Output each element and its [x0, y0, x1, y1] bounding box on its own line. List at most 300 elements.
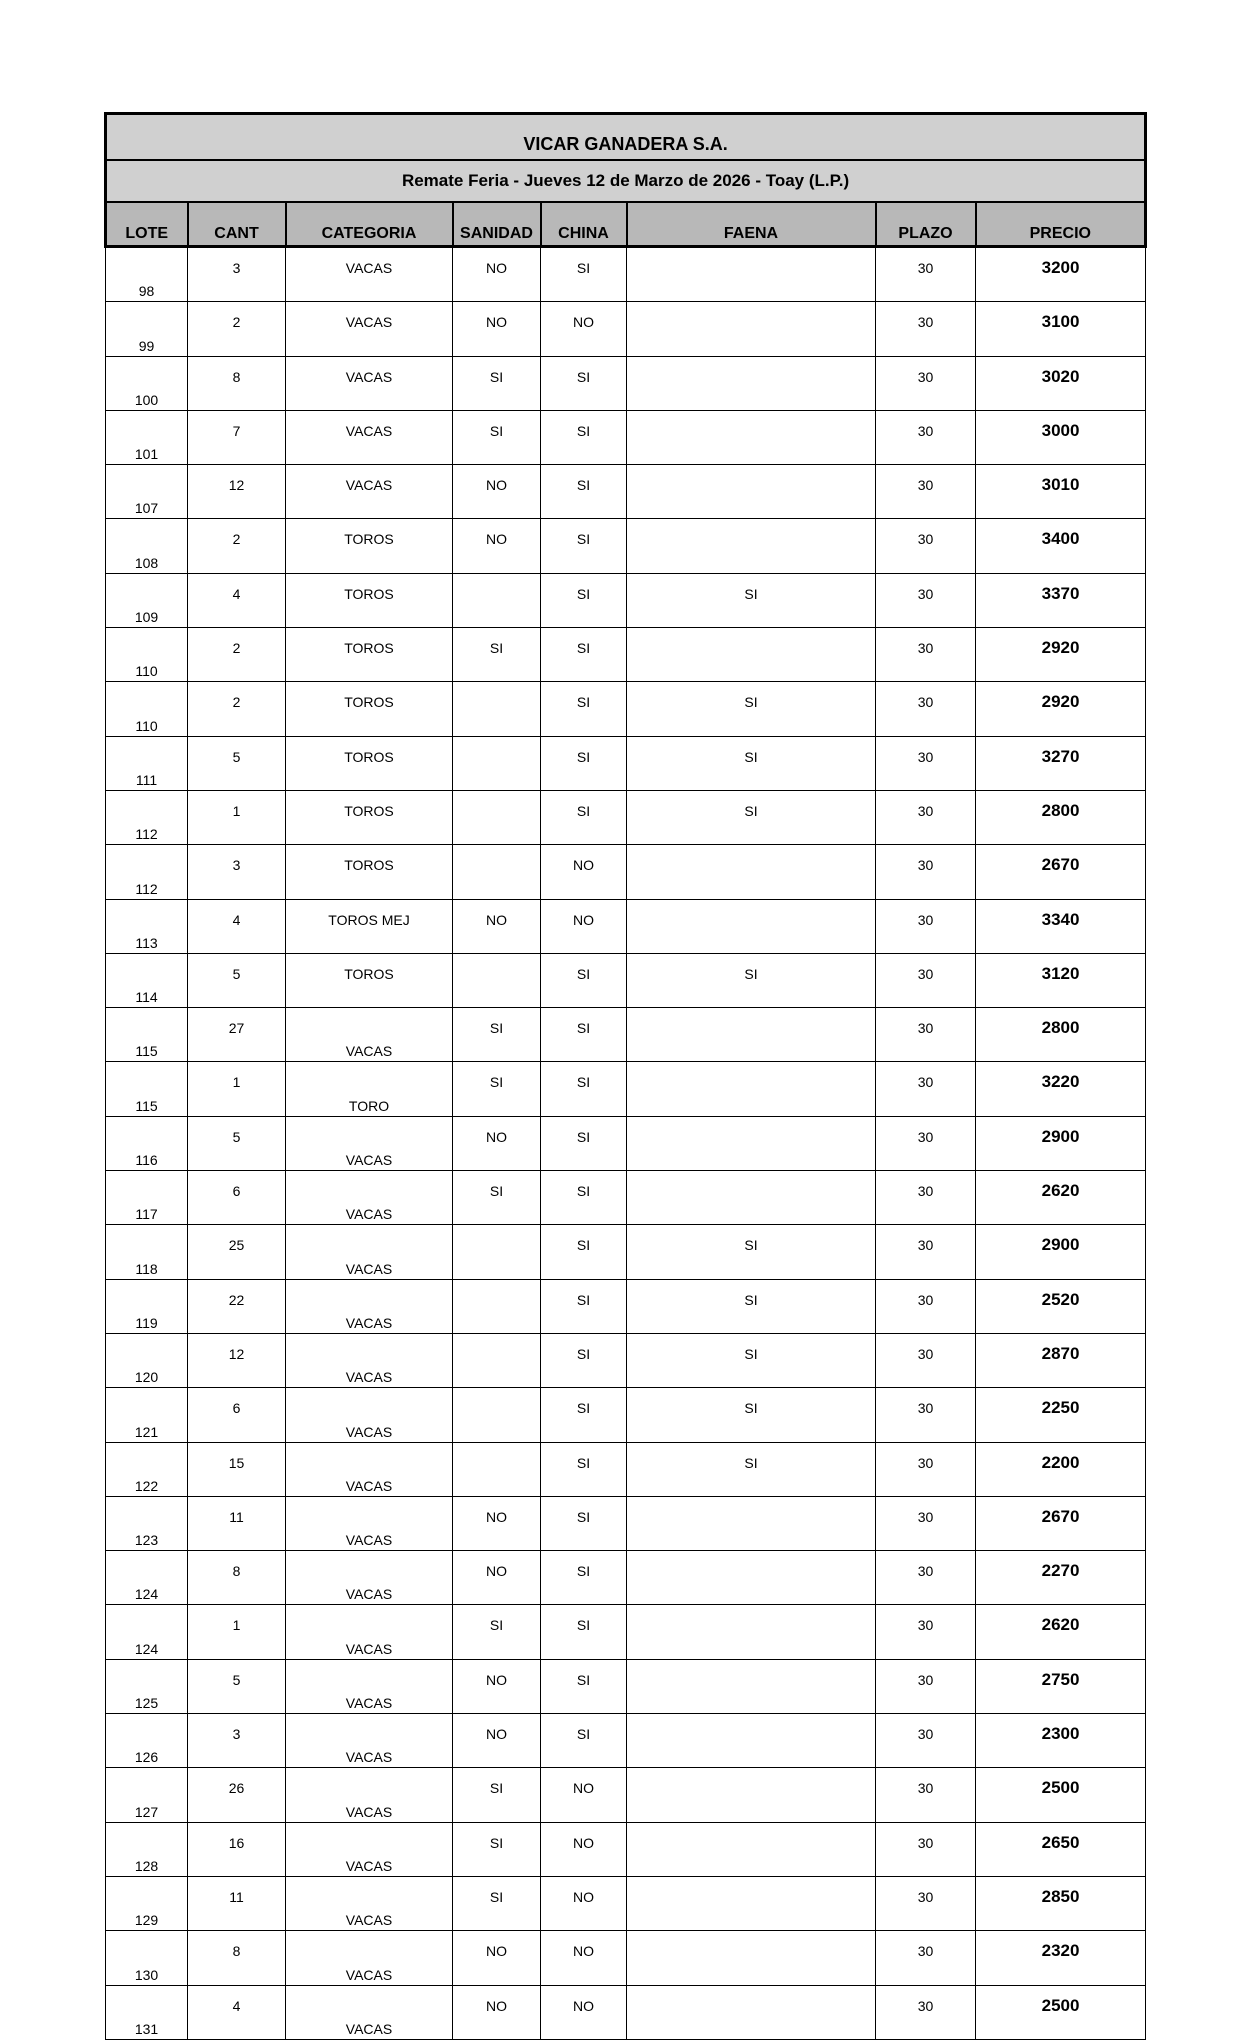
table-row	[106, 953, 1146, 1007]
cell-precio: 3220	[976, 1062, 1146, 1116]
cell-faena	[627, 1008, 876, 1062]
cell-sanidad: NO	[453, 1116, 541, 1170]
cell-sanidad: SI	[453, 356, 541, 410]
cell-faena: SI	[627, 1279, 876, 1333]
cell-precio: 3400	[976, 519, 1146, 573]
cell-precio: 2900	[976, 1225, 1146, 1279]
cell-faena: SI	[627, 682, 876, 736]
cell-plazo: 30	[876, 1551, 976, 1605]
cell-china: SI	[541, 790, 627, 844]
cell-faena	[627, 1116, 876, 1170]
table-row	[106, 1659, 1146, 1713]
cell-cant: 22	[188, 1279, 286, 1333]
cell-categoria: TORO	[286, 1062, 453, 1116]
cell-faena	[627, 1768, 876, 1822]
cell-cant: 7	[188, 410, 286, 464]
cell-faena: SI	[627, 1442, 876, 1496]
column-header-precio: PRECIO	[976, 202, 1146, 247]
cell-cant: 11	[188, 1496, 286, 1550]
cell-cant: 1	[188, 1062, 286, 1116]
table-row	[106, 465, 1146, 519]
cell-sanidad: SI	[453, 410, 541, 464]
cell-cant: 25	[188, 1225, 286, 1279]
cell-lote: 115	[106, 1062, 188, 1116]
cell-plazo: 30	[876, 1116, 976, 1170]
table-row	[106, 247, 1146, 302]
cell-lote: 128	[106, 1822, 188, 1876]
cell-precio: 2800	[976, 790, 1146, 844]
cell-china: SI	[541, 1442, 627, 1496]
cell-precio: 2900	[976, 1116, 1146, 1170]
table-row	[106, 899, 1146, 953]
table-row	[106, 628, 1146, 682]
cell-precio: 2250	[976, 1388, 1146, 1442]
cell-lote: 114	[106, 953, 188, 1007]
cell-plazo: 30	[876, 247, 976, 302]
table-row	[106, 1605, 1146, 1659]
cell-sanidad: SI	[453, 1008, 541, 1062]
cell-china: SI	[541, 1388, 627, 1442]
cell-sanidad	[453, 845, 541, 899]
cell-sanidad: SI	[453, 1062, 541, 1116]
table-row	[106, 1985, 1146, 2039]
cell-cant: 1	[188, 790, 286, 844]
cell-faena	[627, 356, 876, 410]
cell-sanidad	[453, 1333, 541, 1387]
cell-cant: 5	[188, 736, 286, 790]
cell-plazo: 30	[876, 519, 976, 573]
cell-categoria: TOROS	[286, 953, 453, 1007]
cell-faena	[627, 1876, 876, 1930]
cell-sanidad	[453, 682, 541, 736]
cell-faena	[627, 1985, 876, 2039]
cell-cant: 6	[188, 1388, 286, 1442]
cell-faena	[627, 465, 876, 519]
cell-plazo: 30	[876, 356, 976, 410]
cell-faena	[627, 302, 876, 356]
cell-plazo: 30	[876, 1062, 976, 1116]
cell-sanidad: SI	[453, 1768, 541, 1822]
cell-china: SI	[541, 736, 627, 790]
cell-faena	[627, 899, 876, 953]
cell-sanidad: NO	[453, 1496, 541, 1550]
cell-sanidad	[453, 1225, 541, 1279]
table-row	[106, 1116, 1146, 1170]
cell-plazo: 30	[876, 1605, 976, 1659]
cell-plazo: 30	[876, 1008, 976, 1062]
cell-cant: 2	[188, 519, 286, 573]
cell-china: SI	[541, 953, 627, 1007]
cell-categoria: VACAS	[286, 1442, 453, 1496]
cell-precio: 3000	[976, 410, 1146, 464]
cell-plazo: 30	[876, 1442, 976, 1496]
cell-china: SI	[541, 628, 627, 682]
cell-lote: 125	[106, 1659, 188, 1713]
cell-faena: SI	[627, 736, 876, 790]
cell-precio: 2500	[976, 1985, 1146, 2039]
cell-china: SI	[541, 1496, 627, 1550]
cell-china: SI	[541, 573, 627, 627]
cell-precio: 2270	[976, 1551, 1146, 1605]
cell-lote: 108	[106, 519, 188, 573]
lots-body	[106, 247, 1146, 2040]
cell-china: SI	[541, 1605, 627, 1659]
cell-sanidad: SI	[453, 1876, 541, 1930]
cell-china: SI	[541, 1551, 627, 1605]
cell-china: SI	[541, 410, 627, 464]
cell-categoria: TOROS	[286, 790, 453, 844]
cell-sanidad	[453, 1279, 541, 1333]
cell-precio: 3100	[976, 302, 1146, 356]
cell-cant: 6	[188, 1171, 286, 1225]
lots-table	[104, 112, 1147, 2040]
cell-categoria: VACAS	[286, 1171, 453, 1225]
auction-sheet	[104, 112, 1144, 2040]
table-row	[106, 1279, 1146, 1333]
cell-lote: 126	[106, 1714, 188, 1768]
cell-precio: 2670	[976, 845, 1146, 899]
cell-lote: 122	[106, 1442, 188, 1496]
cell-categoria: VACAS	[286, 1008, 453, 1062]
table-row	[106, 1388, 1146, 1442]
cell-categoria: VACAS	[286, 1388, 453, 1442]
cell-cant: 11	[188, 1876, 286, 1930]
cell-china: SI	[541, 247, 627, 302]
cell-lote: 124	[106, 1551, 188, 1605]
cell-faena	[627, 1496, 876, 1550]
cell-precio: 2870	[976, 1333, 1146, 1387]
cell-plazo: 30	[876, 790, 976, 844]
cell-sanidad	[453, 953, 541, 1007]
cell-categoria: VACAS	[286, 1931, 453, 1985]
table-row	[106, 1876, 1146, 1930]
cell-plazo: 30	[876, 736, 976, 790]
cell-plazo: 30	[876, 1876, 976, 1930]
cell-cant: 2	[188, 682, 286, 736]
cell-plazo: 30	[876, 1714, 976, 1768]
cell-faena	[627, 519, 876, 573]
cell-plazo: 30	[876, 845, 976, 899]
table-row	[106, 573, 1146, 627]
table-row	[106, 1333, 1146, 1387]
column-header-lote: LOTE	[106, 202, 188, 247]
cell-china: NO	[541, 1768, 627, 1822]
cell-lote: 115	[106, 1008, 188, 1062]
cell-plazo: 30	[876, 1496, 976, 1550]
cell-categoria: VACAS	[286, 1822, 453, 1876]
cell-sanidad	[453, 1442, 541, 1496]
cell-cant: 12	[188, 1333, 286, 1387]
cell-sanidad	[453, 790, 541, 844]
cell-china: SI	[541, 465, 627, 519]
cell-china: NO	[541, 845, 627, 899]
cell-precio: 3200	[976, 247, 1146, 302]
cell-cant: 3	[188, 845, 286, 899]
cell-lote: 98	[106, 247, 188, 302]
column-header-faena: FAENA	[627, 202, 876, 247]
cell-faena	[627, 1551, 876, 1605]
cell-china: SI	[541, 1062, 627, 1116]
cell-plazo: 30	[876, 1171, 976, 1225]
cell-sanidad: SI	[453, 1171, 541, 1225]
cell-sanidad: NO	[453, 899, 541, 953]
cell-faena: SI	[627, 1333, 876, 1387]
table-row	[106, 1931, 1146, 1985]
cell-categoria: VACAS	[286, 247, 453, 302]
cell-precio: 2620	[976, 1171, 1146, 1225]
cell-china: SI	[541, 356, 627, 410]
cell-faena	[627, 1714, 876, 1768]
cell-cant: 3	[188, 1714, 286, 1768]
table-row	[106, 736, 1146, 790]
cell-plazo: 30	[876, 302, 976, 356]
cell-sanidad	[453, 1388, 541, 1442]
table-row	[106, 1008, 1146, 1062]
cell-categoria: VACAS	[286, 1551, 453, 1605]
cell-cant: 2	[188, 302, 286, 356]
cell-plazo: 30	[876, 1279, 976, 1333]
cell-plazo: 30	[876, 1388, 976, 1442]
cell-cant: 8	[188, 1551, 286, 1605]
cell-categoria: TOROS	[286, 736, 453, 790]
company-title: VICAR GANADERA S.A.	[106, 114, 1146, 161]
cell-plazo: 30	[876, 1333, 976, 1387]
cell-faena: SI	[627, 953, 876, 1007]
cell-sanidad: NO	[453, 1714, 541, 1768]
cell-lote: 110	[106, 628, 188, 682]
cell-sanidad	[453, 573, 541, 627]
cell-lote: 119	[106, 1279, 188, 1333]
cell-china: NO	[541, 1985, 627, 2039]
cell-faena: SI	[627, 790, 876, 844]
cell-china: SI	[541, 1333, 627, 1387]
cell-lote: 111	[106, 736, 188, 790]
cell-lote: 130	[106, 1931, 188, 1985]
table-row	[106, 519, 1146, 573]
cell-china: NO	[541, 1876, 627, 1930]
cell-lote: 123	[106, 1496, 188, 1550]
cell-sanidad: SI	[453, 628, 541, 682]
cell-lote: 121	[106, 1388, 188, 1442]
cell-lote: 101	[106, 410, 188, 464]
table-row	[106, 1442, 1146, 1496]
cell-lote: 99	[106, 302, 188, 356]
cell-plazo: 30	[876, 682, 976, 736]
cell-cant: 4	[188, 1985, 286, 2039]
cell-categoria: VACAS	[286, 1496, 453, 1550]
cell-china: NO	[541, 1822, 627, 1876]
cell-cant: 2	[188, 628, 286, 682]
cell-lote: 116	[106, 1116, 188, 1170]
cell-categoria: VACAS	[286, 1985, 453, 2039]
cell-categoria: TOROS	[286, 845, 453, 899]
cell-plazo: 30	[876, 1659, 976, 1713]
cell-precio: 2800	[976, 1008, 1146, 1062]
cell-china: NO	[541, 899, 627, 953]
cell-precio: 2920	[976, 682, 1146, 736]
cell-precio: 2500	[976, 1768, 1146, 1822]
cell-precio: 2850	[976, 1876, 1146, 1930]
cell-china: SI	[541, 1008, 627, 1062]
cell-china: NO	[541, 302, 627, 356]
column-header-china: CHINA	[541, 202, 627, 247]
cell-cant: 4	[188, 899, 286, 953]
cell-lote: 113	[106, 899, 188, 953]
table-row	[106, 1551, 1146, 1605]
cell-faena	[627, 247, 876, 302]
cell-categoria: TOROS	[286, 682, 453, 736]
cell-plazo: 30	[876, 1225, 976, 1279]
cell-categoria: VACAS	[286, 410, 453, 464]
cell-sanidad: NO	[453, 519, 541, 573]
cell-categoria: VACAS	[286, 356, 453, 410]
column-header-cant: CANT	[188, 202, 286, 247]
cell-precio: 2670	[976, 1496, 1146, 1550]
table-row	[106, 1496, 1146, 1550]
cell-faena	[627, 1822, 876, 1876]
table-row	[106, 302, 1146, 356]
cell-lote: 109	[106, 573, 188, 627]
cell-lote: 124	[106, 1605, 188, 1659]
cell-precio: 2920	[976, 628, 1146, 682]
cell-lote: 112	[106, 845, 188, 899]
cell-lote: 129	[106, 1876, 188, 1930]
cell-cant: 8	[188, 356, 286, 410]
cell-faena	[627, 628, 876, 682]
cell-plazo: 30	[876, 899, 976, 953]
cell-plazo: 30	[876, 410, 976, 464]
cell-precio: 3370	[976, 573, 1146, 627]
column-header-categoria: CATEGORIA	[286, 202, 453, 247]
cell-precio: 2650	[976, 1822, 1146, 1876]
cell-plazo: 30	[876, 1931, 976, 1985]
cell-cant: 27	[188, 1008, 286, 1062]
cell-precio: 3270	[976, 736, 1146, 790]
cell-categoria: VACAS	[286, 302, 453, 356]
table-row	[106, 1171, 1146, 1225]
cell-cant: 12	[188, 465, 286, 519]
cell-categoria: VACAS	[286, 1116, 453, 1170]
cell-precio: 3010	[976, 465, 1146, 519]
cell-faena: SI	[627, 573, 876, 627]
table-row	[106, 682, 1146, 736]
cell-china: SI	[541, 1279, 627, 1333]
table-row	[106, 845, 1146, 899]
column-header-plazo: PLAZO	[876, 202, 976, 247]
cell-china: SI	[541, 1171, 627, 1225]
cell-faena: SI	[627, 1388, 876, 1442]
cell-china: SI	[541, 1116, 627, 1170]
cell-cant: 5	[188, 1659, 286, 1713]
cell-plazo: 30	[876, 628, 976, 682]
cell-lote: 118	[106, 1225, 188, 1279]
cell-faena	[627, 1605, 876, 1659]
cell-faena	[627, 1659, 876, 1713]
cell-cant: 1	[188, 1605, 286, 1659]
cell-cant: 5	[188, 953, 286, 1007]
cell-sanidad: NO	[453, 1551, 541, 1605]
cell-precio: 3120	[976, 953, 1146, 1007]
cell-precio: 2300	[976, 1714, 1146, 1768]
cell-china: NO	[541, 1931, 627, 1985]
cell-lote: 110	[106, 682, 188, 736]
cell-faena	[627, 1062, 876, 1116]
cell-categoria: VACAS	[286, 1225, 453, 1279]
cell-china: SI	[541, 1714, 627, 1768]
cell-cant: 4	[188, 573, 286, 627]
table-row	[106, 1062, 1146, 1116]
cell-sanidad: NO	[453, 1931, 541, 1985]
cell-categoria: VACAS	[286, 1876, 453, 1930]
column-header-row	[106, 202, 1146, 247]
table-row	[106, 790, 1146, 844]
cell-sanidad: NO	[453, 1659, 541, 1713]
cell-lote: 131	[106, 1985, 188, 2039]
cell-categoria: TOROS	[286, 628, 453, 682]
cell-plazo: 30	[876, 573, 976, 627]
cell-categoria: VACAS	[286, 1333, 453, 1387]
cell-precio: 2200	[976, 1442, 1146, 1496]
cell-plazo: 30	[876, 1768, 976, 1822]
cell-categoria: VACAS	[286, 1768, 453, 1822]
cell-lote: 100	[106, 356, 188, 410]
cell-lote: 117	[106, 1171, 188, 1225]
cell-categoria: TOROS	[286, 519, 453, 573]
cell-china: SI	[541, 1225, 627, 1279]
cell-precio: 3020	[976, 356, 1146, 410]
cell-categoria: VACAS	[286, 1659, 453, 1713]
cell-categoria: VACAS	[286, 1714, 453, 1768]
cell-china: SI	[541, 519, 627, 573]
cell-categoria: TOROS	[286, 573, 453, 627]
cell-faena	[627, 845, 876, 899]
cell-faena: SI	[627, 1225, 876, 1279]
cell-precio: 2320	[976, 1931, 1146, 1985]
table-row	[106, 1768, 1146, 1822]
cell-faena	[627, 410, 876, 464]
table-row	[106, 1822, 1146, 1876]
cell-china: SI	[541, 682, 627, 736]
cell-precio: 2750	[976, 1659, 1146, 1713]
cell-sanidad: NO	[453, 247, 541, 302]
cell-plazo: 30	[876, 1822, 976, 1876]
event-subtitle: Remate Feria - Jueves 12 de Marzo de 2026 - Toay (L.P.)	[106, 160, 1146, 202]
cell-precio: 2520	[976, 1279, 1146, 1333]
cell-sanidad: SI	[453, 1605, 541, 1659]
cell-sanidad: NO	[453, 302, 541, 356]
cell-cant: 5	[188, 1116, 286, 1170]
cell-plazo: 30	[876, 1985, 976, 2039]
cell-faena	[627, 1931, 876, 1985]
cell-cant: 26	[188, 1768, 286, 1822]
cell-sanidad	[453, 736, 541, 790]
cell-categoria: VACAS	[286, 465, 453, 519]
cell-plazo: 30	[876, 465, 976, 519]
table-row	[106, 410, 1146, 464]
cell-cant: 3	[188, 247, 286, 302]
cell-lote: 120	[106, 1333, 188, 1387]
cell-sanidad: SI	[453, 1822, 541, 1876]
cell-cant: 16	[188, 1822, 286, 1876]
cell-cant: 15	[188, 1442, 286, 1496]
column-header-sanidad: SANIDAD	[453, 202, 541, 247]
table-row	[106, 1225, 1146, 1279]
table-row	[106, 356, 1146, 410]
cell-categoria: VACAS	[286, 1279, 453, 1333]
cell-china: SI	[541, 1659, 627, 1713]
cell-lote: 127	[106, 1768, 188, 1822]
cell-lote: 107	[106, 465, 188, 519]
